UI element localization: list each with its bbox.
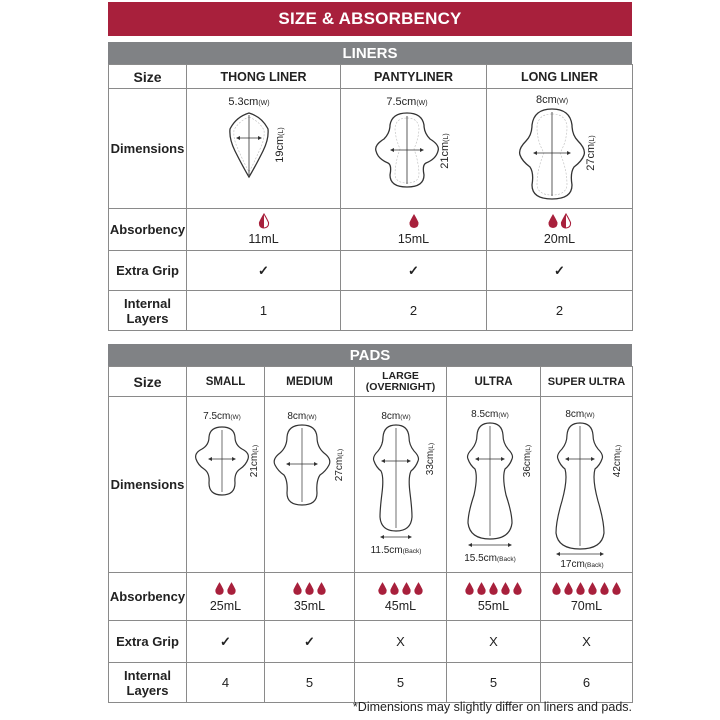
absorbency-value: 70mL <box>570 599 603 613</box>
svg-text:15.5cm(Back): 15.5cm(Back) <box>463 553 516 564</box>
drop-icon <box>464 581 475 596</box>
layers-value: 5 <box>447 663 541 703</box>
liners-table <box>108 64 633 331</box>
layers-value: 5 <box>265 663 355 703</box>
size-label: Size <box>109 367 187 397</box>
drop-icon <box>476 581 487 596</box>
liner-name: LONG LINER <box>487 65 633 89</box>
pad-absorbency <box>447 573 541 621</box>
drop-icon <box>563 581 574 596</box>
svg-text:21cm(L): 21cm(L) <box>248 444 260 478</box>
internal-layers-label: Internal Layers <box>109 663 187 703</box>
drop-icon <box>292 581 303 596</box>
layers-value: 1 <box>187 291 341 331</box>
pad-absorbency <box>355 573 447 621</box>
drop-icon <box>413 581 424 596</box>
absorbency-value: 20mL <box>543 232 576 246</box>
absorbency-value: 15mL <box>397 232 430 246</box>
pad-name: SMALL <box>187 367 265 397</box>
liner-dimensions <box>487 89 633 209</box>
drop-icon <box>611 581 622 596</box>
pad-dimensions <box>187 397 265 573</box>
pad-name: LARGE (OVERNIGHT) <box>355 367 447 397</box>
size-label: Size <box>109 65 187 89</box>
svg-text:42cm(L): 42cm(L) <box>611 444 623 478</box>
ultra-pad-diagram <box>448 397 540 569</box>
svg-text:7.5cm(W): 7.5cm(W) <box>385 96 428 108</box>
small-pad-diagram <box>188 397 264 569</box>
drop-icon <box>226 581 237 596</box>
absorbency-value: 35mL <box>293 599 326 613</box>
absorbency-value: 11mL <box>248 232 279 246</box>
footnote: *Dimensions may slightly differ on liners and pads. <box>352 700 632 714</box>
liner-absorbency <box>341 209 487 251</box>
cross-icon: X <box>355 621 447 663</box>
drop-rating <box>187 213 340 229</box>
pads-table <box>108 366 633 703</box>
drop-rating <box>487 213 632 229</box>
svg-text:7.5cm(W): 7.5cm(W) <box>202 411 241 422</box>
drop-icon <box>304 581 315 596</box>
layers-value: 6 <box>541 663 633 703</box>
thong-liner-diagram <box>189 89 339 205</box>
drop-rating <box>355 580 446 596</box>
svg-text:33cm(L): 33cm(L) <box>424 442 436 476</box>
absorbency-label: Absorbency <box>109 573 187 621</box>
svg-text:19cm(L): 19cm(L) <box>273 127 286 163</box>
internal-layers-label: Internal Layers <box>109 291 187 331</box>
svg-text:8cm(W): 8cm(W) <box>535 94 568 106</box>
absorbency-value: 25mL <box>209 599 242 613</box>
svg-text:8cm(W): 8cm(W) <box>380 411 411 422</box>
extra-grip-label: Extra Grip <box>109 251 187 291</box>
absorbency-value: 45mL <box>384 599 417 613</box>
drop-rating <box>187 580 264 596</box>
svg-text:8.5cm(W): 8.5cm(W) <box>470 409 509 420</box>
liner-dimensions <box>187 89 341 209</box>
pad-dimensions <box>355 397 447 573</box>
cross-icon: X <box>541 621 633 663</box>
drop-icon <box>500 581 511 596</box>
cross-icon: X <box>447 621 541 663</box>
drop-icon <box>599 581 610 596</box>
svg-text:27cm(L): 27cm(L) <box>584 135 597 171</box>
checkmark-icon: ✓ <box>187 621 265 663</box>
drop-icon <box>408 213 420 229</box>
extra-grip-label: Extra Grip <box>109 621 187 663</box>
layers-value: 2 <box>341 291 487 331</box>
liner-dimensions <box>341 89 487 209</box>
medium-pad-diagram <box>266 397 354 569</box>
liner-name: PANTYLINER <box>341 65 487 89</box>
pantyliner-diagram <box>342 89 486 205</box>
drop-icon <box>547 213 559 229</box>
svg-text:8cm(W): 8cm(W) <box>286 411 317 422</box>
drop-rating <box>341 213 486 229</box>
liner-absorbency <box>487 209 633 251</box>
pads-section-title: PADS <box>108 344 632 366</box>
dimensions-label: Dimensions <box>109 89 187 209</box>
drop-rating <box>447 580 540 596</box>
drop-icon <box>214 581 225 596</box>
page-title: SIZE & ABSORBENCY <box>108 2 632 36</box>
layers-value: 4 <box>187 663 265 703</box>
absorbency-label: Absorbency <box>109 209 187 251</box>
pad-absorbency <box>541 573 633 621</box>
pad-name: SUPER ULTRA <box>541 367 633 397</box>
drop-icon <box>512 581 523 596</box>
drop-icon <box>575 581 586 596</box>
liner-name: THONG LINER <box>187 65 341 89</box>
pad-dimensions <box>447 397 541 573</box>
svg-text:21cm(L): 21cm(L) <box>438 133 451 169</box>
drop-rating <box>265 580 354 596</box>
drop-icon <box>377 581 388 596</box>
svg-text:11.5cm(Back): 11.5cm(Back) <box>370 545 421 556</box>
drop-icon <box>316 581 327 596</box>
pad-name: ULTRA <box>447 367 541 397</box>
drop-icon <box>488 581 499 596</box>
absorbency-value: 55mL <box>477 599 510 613</box>
layers-value: 5 <box>355 663 447 703</box>
layers-value: 2 <box>487 291 633 331</box>
dimensions-label: Dimensions <box>109 397 187 573</box>
liner-absorbency <box>187 209 341 251</box>
drop-icon <box>587 581 598 596</box>
drop-rating <box>541 580 632 596</box>
checkmark-icon: ✓ <box>341 251 487 291</box>
svg-text:17cm(Back): 17cm(Back) <box>559 559 604 569</box>
long-liner-diagram <box>488 89 632 205</box>
svg-text:27cm(L): 27cm(L) <box>333 448 345 482</box>
checkmark-icon: ✓ <box>265 621 355 663</box>
checkmark-icon: ✓ <box>187 251 341 291</box>
pad-dimensions <box>541 397 633 573</box>
svg-text:8cm(W): 8cm(W) <box>564 409 595 420</box>
drop-icon <box>389 581 400 596</box>
checkmark-icon: ✓ <box>487 251 633 291</box>
svg-text:5.3cm(W): 5.3cm(W) <box>227 96 270 108</box>
drop-icon <box>551 581 562 596</box>
drop-icon <box>401 581 412 596</box>
pad-name: MEDIUM <box>265 367 355 397</box>
pad-absorbency <box>187 573 265 621</box>
large-pad-diagram <box>356 397 446 569</box>
super-ultra-pad-diagram <box>542 397 632 569</box>
svg-text:36cm(L): 36cm(L) <box>521 444 533 478</box>
half-drop-icon <box>258 213 270 229</box>
pad-dimensions <box>265 397 355 573</box>
pad-absorbency <box>265 573 355 621</box>
liners-section-title: LINERS <box>108 42 632 64</box>
half-drop-icon <box>560 213 572 229</box>
